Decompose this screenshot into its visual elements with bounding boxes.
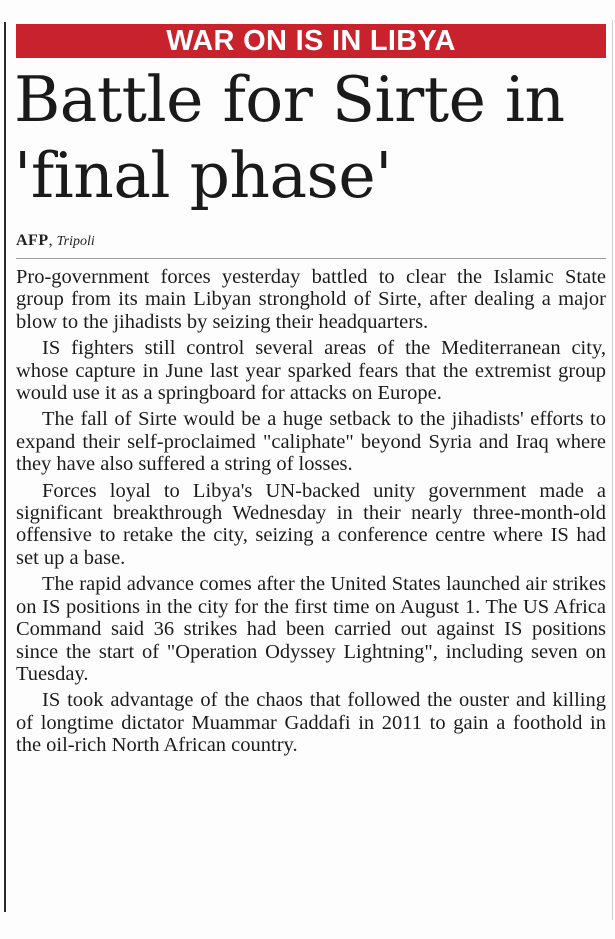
byline: AFP, Tripoli <box>16 232 95 249</box>
byline-agency: AFP <box>16 232 49 249</box>
article-body <box>16 266 606 761</box>
divider <box>16 258 606 259</box>
paragraph: IS took advantage of the chaos that followed the ouster and killing of longtime dictator Muammar Gaddafi in 2011 to gain a foothold in the oil-rich North African country. <box>16 689 606 757</box>
section-kicker: WAR ON IS IN LIBYA <box>16 24 606 58</box>
headline: Battle for Sirte in 'final phase' <box>14 63 565 212</box>
byline-location: Tripoli <box>56 234 95 249</box>
column-rule <box>4 22 6 912</box>
paragraph: IS fighters still control several areas of the Mediterranean city, whose capture in June last year sparked fears that the extremist group would use it as a springboard for attacks on Europe. <box>16 337 606 405</box>
paragraph: Pro-government forces yesterday battled to clear the Islamic State group from its main Libyan stronghold of Sirte, after dealing a major blow to the jihadists by seizing their headquarters. <box>16 266 606 333</box>
paragraph: The rapid advance comes after the United States launched air strikes on IS positions in the city for the first time on August 1. The US Africa Command said 36 strikes had been carried out against IS positions since the start of "Operation Odyssey Lightning", including seven on Tuesday. <box>16 573 606 685</box>
paragraph: Forces loyal to Libya's UN-backed unity government made a significant breakthrough Wednesday in their nearly three-month-old offensive to retake the city, seizing a conference centre where IS had set up a base. <box>16 479 606 569</box>
page-edge <box>612 20 613 920</box>
paragraph: The fall of Sirte would be a huge setback to the jihadists' efforts to expand their self-proclaimed "caliphate" beyond Syria and Iraq where they have also suffered a string of losses. <box>16 408 606 476</box>
